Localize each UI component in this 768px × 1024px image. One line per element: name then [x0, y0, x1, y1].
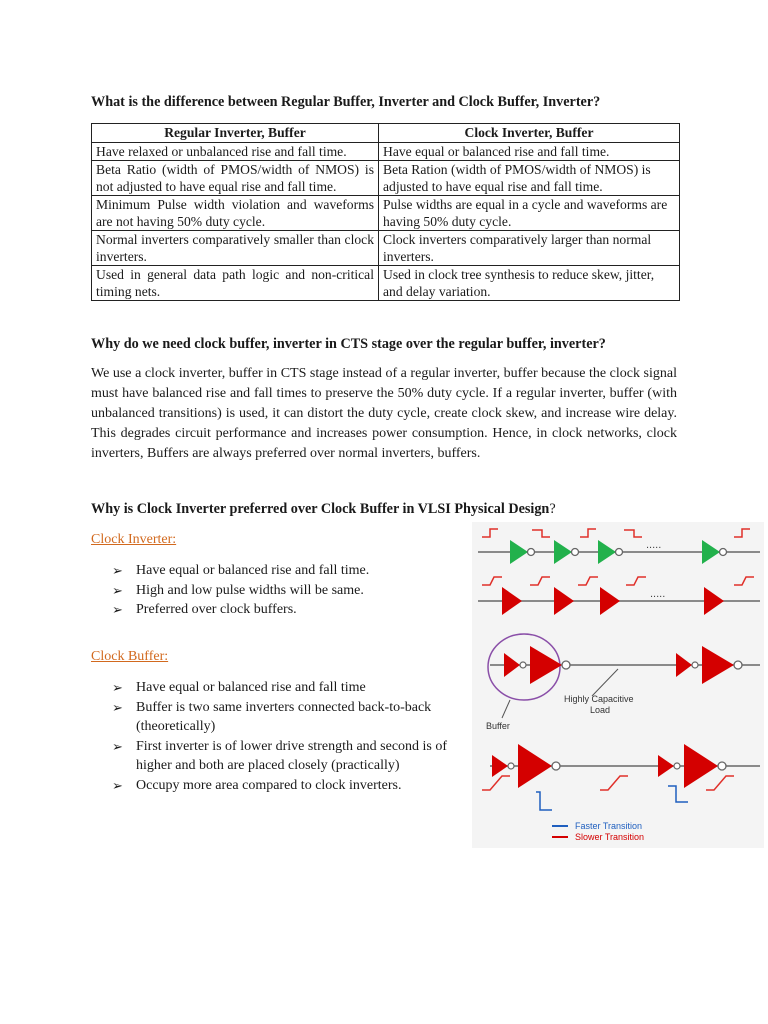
- legend-slower-label: Slower Transition: [575, 832, 645, 842]
- fast-fall-waveform: [536, 792, 552, 810]
- slow-rise-waveform: [600, 776, 628, 790]
- list-item: [112, 737, 464, 776]
- inverter-bubble-icon: [674, 763, 680, 769]
- inverter-bubble-icon: [616, 549, 623, 556]
- table-row: [92, 266, 680, 301]
- list-item: [112, 561, 464, 581]
- table-row: [92, 143, 680, 161]
- slow-rise-waveform: [706, 776, 734, 790]
- green-inverter-icon: [554, 540, 572, 564]
- list-item: [112, 600, 464, 620]
- slow-rise-waveform: [482, 776, 510, 790]
- table-header-regular: Regular Inverter, Buffer: [92, 124, 379, 143]
- bullet-arrow-icon: ➢: [112, 582, 123, 598]
- buffer-pointer-line: [502, 700, 510, 718]
- heading-inverter-preferred-text: Why is Clock Inverter preferred over Clock Buffer in VLSI Physical Design: [91, 501, 550, 517]
- bullet-arrow-icon: ➢: [112, 563, 123, 578]
- load-label-line1: Highly Capacitive: [564, 694, 634, 704]
- table-cell: Pulse widths are equal in a cycle and waveforms are having 50% duty cycle.: [379, 196, 680, 231]
- table-row: [92, 231, 680, 266]
- transition-diagram: [482, 744, 760, 842]
- ellipsis-dots: .....: [646, 539, 662, 551]
- inverter-bubble-icon: [572, 549, 579, 556]
- red-buffer-icon: [600, 587, 620, 615]
- cts-explanation-paragraph: We use a clock inverter, buffer in CTS stage instead of a regular inverter, buffer because the clock signal must have balanced rise and fall times to preserve the 50% duty cycle. If a regular inverter, buffer (with unbalanced transitions) is used, it can distort the duty cycle, create clock skew, and increase wire delay. This degrades circuit performance and increases power consumption. Hence, in clock networks, clock inverters, Buffers are always preferred over normal inverters, buffers.: [91, 366, 677, 461]
- red-buffer-icon: [554, 587, 574, 615]
- green-inverter-icon: [598, 540, 616, 564]
- clock-buffer-subheading: Clock Buffer:: [91, 649, 169, 664]
- green-inverter-icon: [510, 540, 528, 564]
- heading-difference: What is the difference between Regular Buffer, Inverter and Clock Buffer, Inverter?: [91, 94, 601, 110]
- heading-question-mark: ?: [549, 501, 556, 517]
- inverter-bubble-icon: [562, 661, 570, 669]
- table-cell: Used in general data path logic and non-critical timing nets.: [92, 266, 379, 301]
- load-pointer-line: [592, 669, 618, 696]
- red-buffer-chain: [478, 577, 760, 615]
- slow-rise-waveform: [530, 577, 550, 585]
- clock-inverter-list: [112, 561, 464, 620]
- rise-waveform: [482, 529, 498, 537]
- inverter-bubble-icon: [718, 762, 726, 770]
- red-buffer-icon: [502, 587, 522, 615]
- clock-tree-diagram: [472, 522, 764, 848]
- list-item: [112, 678, 464, 698]
- legend-faster-label: Faster Transition: [575, 821, 643, 831]
- large-inverter-icon: [518, 744, 552, 788]
- list-item: [112, 581, 464, 601]
- table-row: [92, 196, 680, 231]
- comparison-table: [91, 123, 680, 301]
- inverter-bubble-icon: [734, 661, 742, 669]
- list-item: [112, 698, 464, 737]
- small-inverter-icon: [492, 755, 508, 777]
- fall-waveform: [532, 530, 550, 537]
- table-header-clock: Clock Inverter, Buffer: [379, 124, 680, 143]
- table-cell: Have relaxed or unbalanced rise and fall time.: [92, 143, 379, 161]
- table-cell: Have equal or balanced rise and fall time.: [379, 143, 680, 161]
- ellipsis-dots: .....: [650, 588, 666, 600]
- list-item-text: High and low pulse widths will be same.: [136, 582, 364, 598]
- list-item-text: Occupy more area compared to clock inverters.: [136, 777, 402, 793]
- bullet-arrow-icon: ➢: [112, 699, 123, 715]
- list-item-text: Have equal or balanced rise and fall time.: [136, 563, 370, 578]
- table-cell: Normal inverters comparatively smaller than clock inverters.: [92, 231, 379, 266]
- list-item-text: Buffer is two same inverters connected back-to-back (theoretically): [136, 699, 432, 734]
- table-cell: Clock inverters comparatively larger than normal inverters.: [379, 231, 680, 266]
- table-cell: Beta Ration (width of PMOS/width of NMOS) is adjusted to have equal rise and fall time.: [379, 161, 680, 196]
- inverter-bubble-icon: [528, 549, 535, 556]
- slow-rise-waveform: [578, 577, 598, 585]
- rise-waveform: [734, 529, 750, 537]
- buffer-load-diagram: [486, 634, 760, 731]
- green-inverter-chain: [478, 529, 760, 564]
- heading-inverter-preferred: [91, 501, 556, 518]
- clock-inverter-subheading: Clock Inverter:: [91, 532, 177, 547]
- inverter-bubble-icon: [692, 662, 698, 668]
- green-inverter-icon: [702, 540, 720, 564]
- load-label-line2: Load: [590, 705, 611, 715]
- large-inverter-icon: [684, 744, 718, 788]
- clock-tree-figure: [472, 522, 764, 848]
- table-cell: Minimum Pulse width violation and waveforms are not having 50% duty cycle.: [92, 196, 379, 231]
- bullet-arrow-icon: ➢: [112, 680, 123, 695]
- heading-why-cts: Why do we need clock buffer, inverter in CTS stage over the regular buffer, inverter?: [91, 336, 606, 352]
- small-inverter-icon: [658, 755, 674, 777]
- slow-rise-waveform: [626, 577, 646, 585]
- list-item: [112, 776, 464, 796]
- buffer-label: Buffer: [486, 721, 510, 731]
- red-buffer-icon: [704, 587, 724, 615]
- slow-rise-waveform: [734, 577, 754, 585]
- list-item-text: Preferred over clock buffers.: [136, 602, 297, 617]
- large-inverter-icon: [702, 646, 734, 684]
- list-item-text: Have equal or balanced rise and fall time: [136, 680, 366, 695]
- bullet-arrow-icon: ➢: [112, 602, 123, 617]
- fall-waveform: [624, 530, 642, 537]
- fast-fall-waveform: [668, 786, 688, 802]
- table-header-row: [92, 124, 680, 143]
- list-item-text: First inverter is of lower drive strength and second is of higher and both are placed closely (practically): [136, 738, 448, 773]
- table-cell: Used in clock tree synthesis to reduce skew, jitter, and delay variation.: [379, 266, 680, 301]
- small-inverter-icon: [676, 653, 692, 677]
- inverter-bubble-icon: [508, 763, 514, 769]
- table-row: [92, 161, 680, 196]
- bullet-arrow-icon: ➢: [112, 777, 123, 793]
- table-cell: Beta Ratio (width of PMOS/width of NMOS) is not adjusted to have equal rise and fall time.: [92, 161, 379, 196]
- slow-rise-waveform: [482, 577, 502, 585]
- bullet-arrow-icon: ➢: [112, 738, 123, 754]
- inverter-bubble-icon: [720, 549, 727, 556]
- inverter-bubble-icon: [520, 662, 526, 668]
- clock-buffer-list: [112, 678, 464, 795]
- inverter-bubble-icon: [552, 762, 560, 770]
- rise-waveform: [580, 529, 596, 537]
- small-inverter-icon: [504, 653, 520, 677]
